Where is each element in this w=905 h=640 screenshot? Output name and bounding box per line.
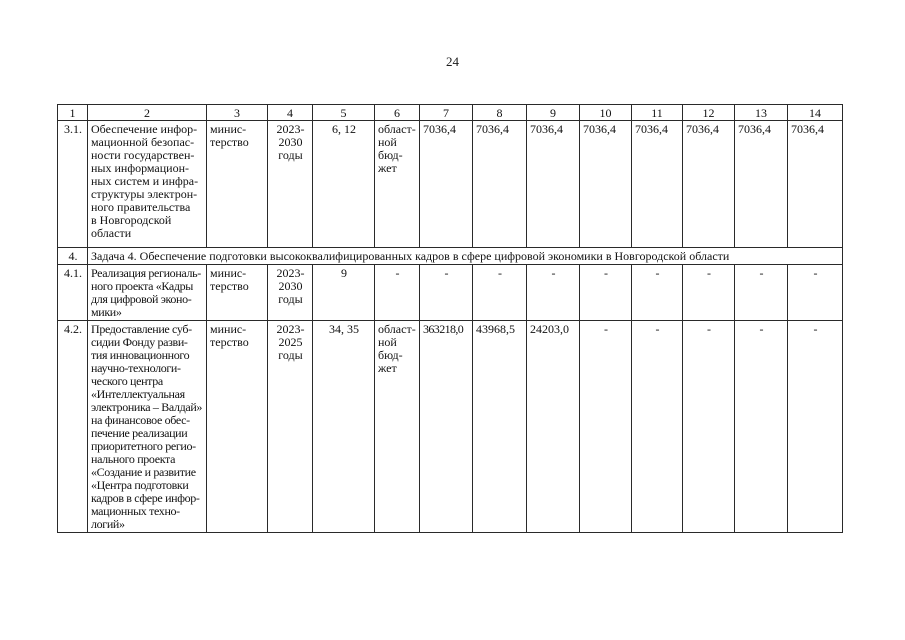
col-header-3: 3 (207, 105, 268, 121)
cell-row-id: 3.1. (58, 121, 88, 248)
cell-targets: 6, 12 (313, 121, 375, 248)
cell-executor: минис- терство (207, 265, 268, 321)
cell-years: 2023- 2025 годы (268, 321, 313, 533)
cell-row-id: 4.1. (58, 265, 88, 321)
col-header-11: 11 (632, 105, 683, 121)
measures-table (57, 104, 843, 533)
col-header-5: 5 (313, 105, 375, 121)
page-number: 24 (446, 54, 459, 69)
table-row-4-1 (58, 265, 843, 321)
cell-executor: минис- терство (207, 121, 268, 248)
cell-amount-2025: - (527, 265, 580, 321)
cell-years: 2023- 2030 годы (268, 265, 313, 321)
cell-amount-2027: - (632, 321, 683, 533)
cell-amount-2026: 7036,4 (580, 121, 632, 248)
col-header-12: 12 (683, 105, 735, 121)
cell-amount-2023: 363218,0 (420, 321, 473, 533)
cell-amount-2025: 7036,4 (527, 121, 580, 248)
cell-row-id: 4.2. (58, 321, 88, 533)
cell-amount-2026: - (580, 265, 632, 321)
cell-amount-2028: - (683, 265, 735, 321)
col-header-2: 2 (88, 105, 207, 121)
cell-activity: Предоставление суб- сидии Фонду разви- тия инновационного научно-технологи- ческого центра «Интеллектуальная электроника – Валдай» на финансовое обес- печение реализации приоритетного регио- нального проекта «Создание и развитие «Центра подготовки кадров в сфере инфор- мационных техно- логий» (88, 321, 207, 533)
table-row-4-2 (58, 321, 843, 533)
cell-amount-2029: 7036,4 (735, 121, 788, 248)
col-header-10: 10 (580, 105, 632, 121)
cell-amount-2028: - (683, 321, 735, 533)
cell-amount-2023: - (420, 265, 473, 321)
cell-activity: Реализация региональ- ного проекта «Кадры для цифровой эконо- мики» (88, 265, 207, 321)
cell-amount-2023: 7036,4 (420, 121, 473, 248)
cell-funding-source: област- ной бюд- жет (375, 321, 420, 533)
col-header-9: 9 (527, 105, 580, 121)
cell-amount-2026: - (580, 321, 632, 533)
col-header-1: 1 (58, 105, 88, 121)
cell-amount-2027: - (632, 265, 683, 321)
cell-task-title: Задача 4. Обеспечение подготовки высококвалифицированных кадров в сфере цифровой экономики в Новгородской области (88, 248, 843, 265)
cell-amount-2025: 24203,0 (527, 321, 580, 533)
cell-amount-2029: - (735, 265, 788, 321)
col-header-13: 13 (735, 105, 788, 121)
table-header-row (58, 105, 843, 121)
cell-amount-2029: - (735, 321, 788, 533)
cell-amount-2030: 7036,4 (788, 121, 843, 248)
cell-targets: 34, 35 (313, 321, 375, 533)
cell-row-id: 4. (58, 248, 88, 265)
cell-years: 2023- 2030 годы (268, 121, 313, 248)
cell-targets: 9 (313, 265, 375, 321)
col-header-6: 6 (375, 105, 420, 121)
table-row-3-1 (58, 121, 843, 248)
cell-activity: Обеспечение инфор- мационной безопас- ности государствен- ных информацион- ных систем и инфра- структуры электрон- ного правительства в Новгородской области (88, 121, 207, 248)
cell-executor: минис- терство (207, 321, 268, 533)
cell-amount-2024: 43968,5 (473, 321, 527, 533)
table-row-task-4 (58, 248, 843, 265)
col-header-4: 4 (268, 105, 313, 121)
cell-amount-2030: - (788, 265, 843, 321)
cell-amount-2024: - (473, 265, 527, 321)
cell-funding-source: област- ной бюд- жет (375, 121, 420, 248)
col-header-7: 7 (420, 105, 473, 121)
cell-amount-2028: 7036,4 (683, 121, 735, 248)
cell-amount-2030: - (788, 321, 843, 533)
cell-amount-2024: 7036,4 (473, 121, 527, 248)
cell-funding-source: - (375, 265, 420, 321)
col-header-14: 14 (788, 105, 843, 121)
cell-amount-2027: 7036,4 (632, 121, 683, 248)
col-header-8: 8 (473, 105, 527, 121)
